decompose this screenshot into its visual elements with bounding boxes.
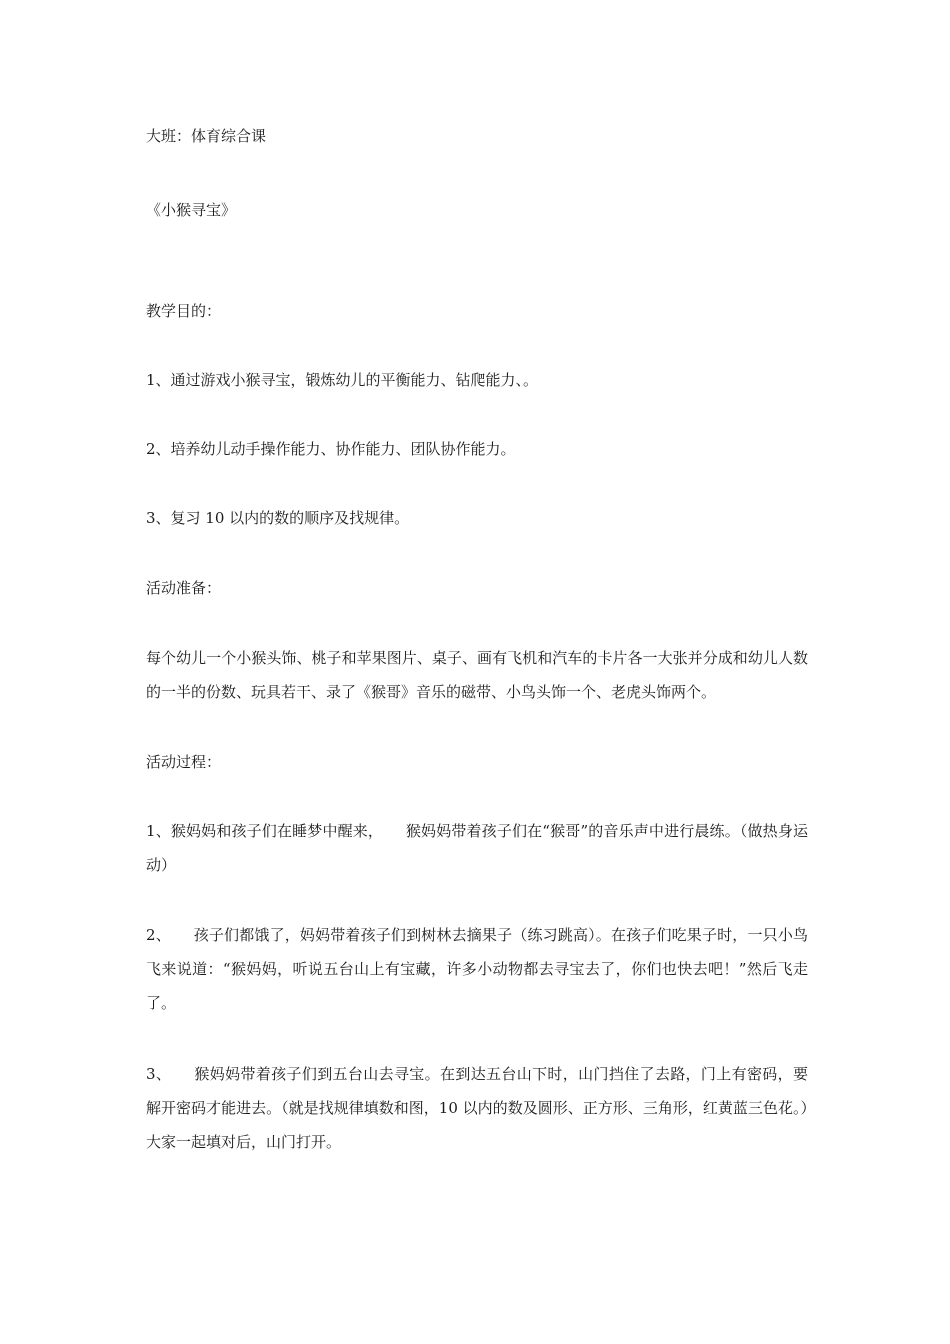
process-label: 活动过程： bbox=[146, 753, 222, 771]
process-step-1: 1、猴妈妈和孩子们在睡梦中醒来， 猴妈妈带着孩子们在“猴哥”的音乐声中进行晨练。（做热身运动） bbox=[146, 822, 808, 874]
goal-item-3: 3、复习 10 以内的数的顺序及找规律。 bbox=[146, 509, 410, 527]
goals-label: 教学目的： bbox=[146, 302, 222, 320]
prep-label: 活动准备： bbox=[146, 579, 222, 597]
process-step-3: 3、 猴妈妈带着孩子们到五台山去寻宝。在到达五台山下时，山门挡住了去路，门上有密码，要解开密码才能进去。（就是找规律填数和图，10 以内的数及圆形、正方形、三角形，红黄蓝三色花。）大家一起填对后，山门打开。 bbox=[146, 1065, 808, 1151]
document-title: 《小猴寻宝》 bbox=[146, 201, 237, 219]
goal-item-2: 2、培养幼儿动手操作能力、协作能力、团队协作能力。 bbox=[146, 440, 516, 458]
document-heading: 大班：体育综合课 bbox=[146, 127, 267, 145]
goal-item-1: 1、通过游戏小猴寻宝，锻炼幼儿的平衡能力、钻爬能力、。 bbox=[146, 371, 539, 389]
prep-text: 每个幼儿一个小猴头饰、桃子和苹果图片、桌子、画有飞机和汽车的卡片各一大张并分成和幼儿人数的一半的份数、玩具若干、录了《猴哥》音乐的磁带、小鸟头饰一个、老虎头饰两个。 bbox=[146, 649, 808, 701]
process-step-2: 2、 孩子们都饿了，妈妈带着孩子们到树林去摘果子（练习跳高）。在孩子们吃果子时，一只小鸟飞来说道：“猴妈妈，听说五台山上有宝藏，许多小动物都去寻宝去了，你们也快去吧！”然后飞走了。 bbox=[146, 926, 808, 1012]
